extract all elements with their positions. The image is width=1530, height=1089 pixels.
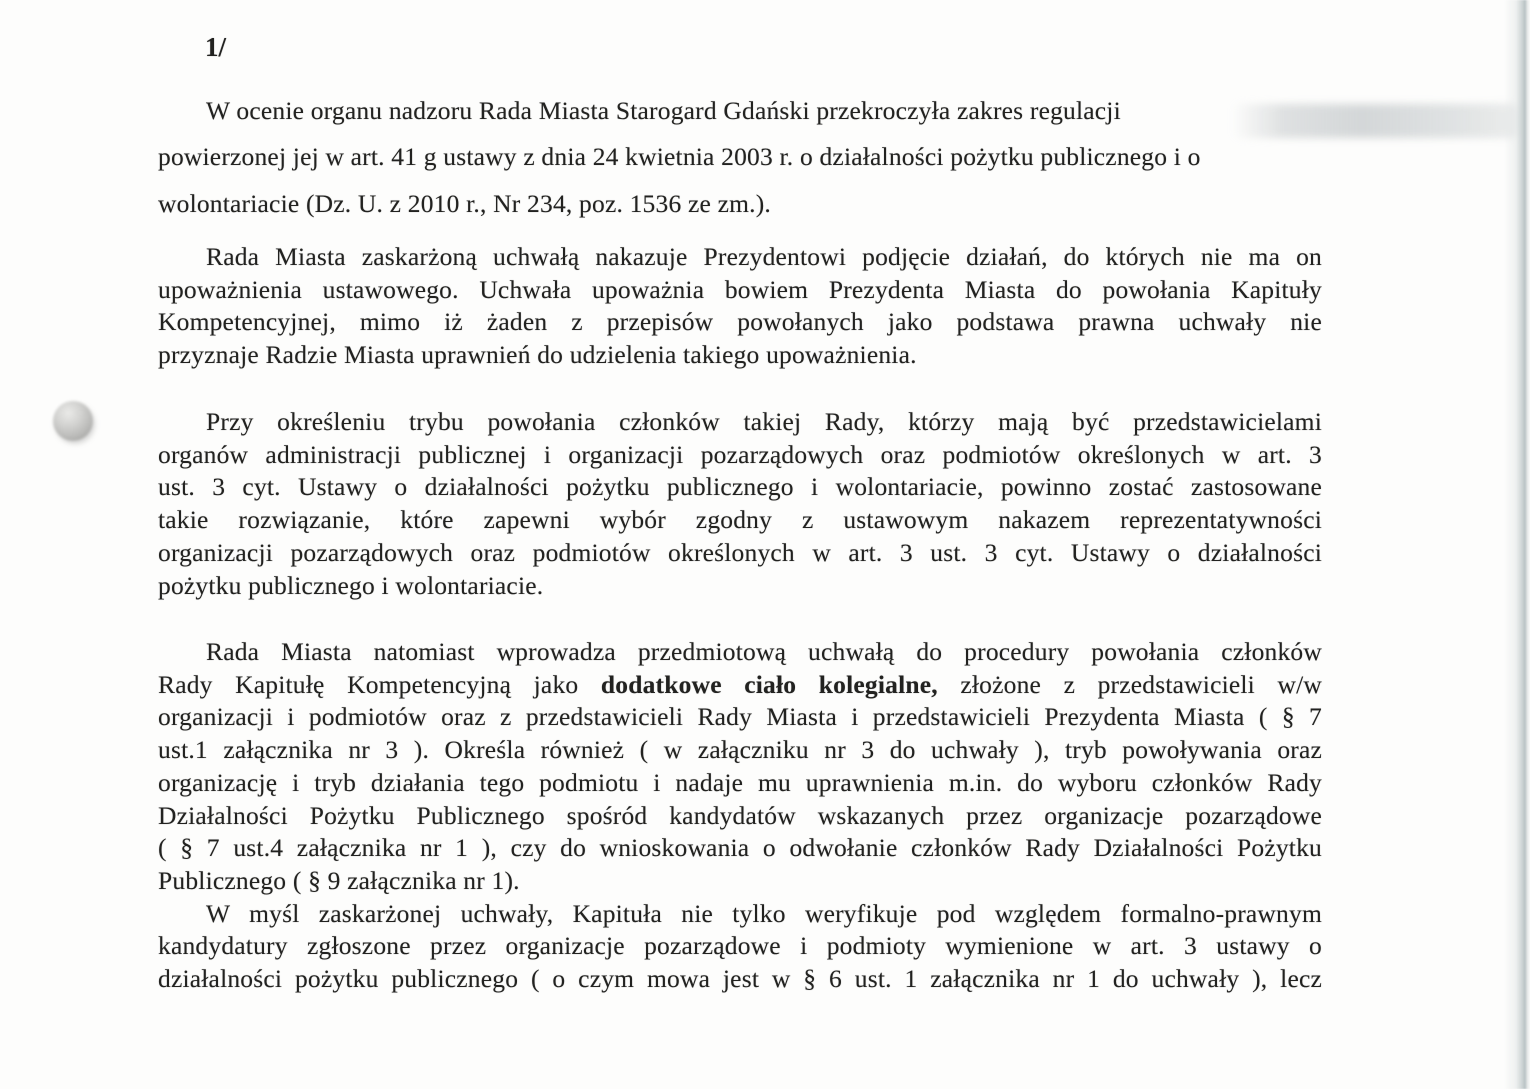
page-number-label: 1/: [205, 32, 227, 62]
text-line-with-bold: [158, 669, 1322, 702]
text-line: Rada Miasta natomiast wprowadza przedmiotową uchwałą do procedury powołania członków: [206, 637, 1322, 666]
scan-edge-artifact: [1504, 0, 1530, 1089]
paragraph-intro: [158, 88, 1322, 227]
text-line: upoważnienia ustawowego. Uchwała upoważnia bowiem Prezydenta Miasta do powołania Kapituły: [158, 274, 1322, 304]
text-line: ( § 7 ust.4 załącznika nr 1 ), czy do wnioskowania o odwołanie członków Rady Działalności Pożytku: [158, 833, 1322, 863]
text-line: W myśl zaskarżonej uchwały, Kapituła nie tylko weryfikuje pod względem formalno-prawnym: [206, 898, 1322, 928]
text-line: powierzonej jej w art. 41 g ustawy z dnia 24 kwietnia 2003 r. o działalności pożytku publicznego i o: [158, 142, 1201, 172]
paragraph-rada-miasta-natomiast: [158, 636, 1322, 996]
text-line: organizację i tryb działania tego podmiotu i nadaje mu uprawnienia m.in. do wyboru członków Rady: [158, 767, 1322, 797]
text-line: wolontariacie (Dz. U. z 2010 r., Nr 234, poz. 1536 ze zm.).: [158, 188, 771, 218]
text-line: pożytku publicznego i wolontariacie.: [158, 570, 544, 600]
text-segment: Rady Kapitułę Kompetencyjną jako: [158, 669, 601, 699]
text-line: takie rozwiązanie, które zapewni wybór zgodny z ustawowym nakazem reprezentatywności: [158, 505, 1322, 535]
text-line: Kompetencyjnej, mimo iż żaden z przepisów powołanych jako podstawa prawna uchwały nie: [158, 307, 1322, 337]
paragraph-przy-okresleniu: [158, 406, 1322, 602]
text-line: ust. 3 cyt. Ustawy o działalności pożytku publicznego i wolontariacie, powinno zostać zastosowane: [158, 472, 1322, 502]
paragraph-rada-miasta-zaskarzona: [158, 241, 1322, 372]
text-line: Przy określeniu trybu powołania członków takiej Rady, którzy mają być przedstawicielami: [206, 407, 1322, 436]
text-line: kandydatury zgłoszone przez organizacje pozarządowe i podmioty wymienione w art. 3 ustawy o: [158, 931, 1322, 961]
text-line: Rada Miasta zaskarżoną uchwałą nakazuje Prezydentowi podjęcie działań, do których nie ma on: [206, 242, 1322, 271]
text-segment: złożone z przedstawicieli w/w: [937, 669, 1322, 699]
text-line: Działalności Pożytku Publicznego spośród kandydatów wskazanych przez organizacje pozarządowe: [158, 800, 1322, 830]
text-line: organów administracji publicznej i organizacji pozarządowych oraz podmiotów określonych w art. 3: [158, 439, 1322, 469]
text-line: organizacji pozarządowych oraz podmiotów określonych w art. 3 ust. 3 cyt. Ustawy o działalności: [158, 537, 1322, 567]
text-line: działalności pożytku publicznego ( o czym mowa jest w § 6 ust. 1 załącznika nr 1 do uchwały ), lecz: [158, 964, 1322, 994]
text-line: Publicznego ( § 9 załącznika nr 1).: [158, 865, 520, 895]
text-line: ust.1 załącznika nr 3 ). Określa również ( w załączniku nr 3 do uchwały ), tryb powoływania oraz: [158, 735, 1322, 765]
hole-punch-mark: [53, 401, 93, 441]
text-line: organizacji i podmiotów oraz z przedstawicieli Rady Miasta i przedstawicieli Prezydenta Miasta ( § 7: [158, 702, 1322, 732]
text-line: W ocenie organu nadzoru Rada Miasta Starogard Gdański przekroczyła zakres regulacji: [206, 96, 1121, 125]
bold-text-segment: dodatkowe ciało kolegialne,: [600, 669, 938, 699]
text-line: przyznaje Radzie Miasta uprawnień do udzielenia takiego upoważnienia.: [158, 340, 917, 370]
